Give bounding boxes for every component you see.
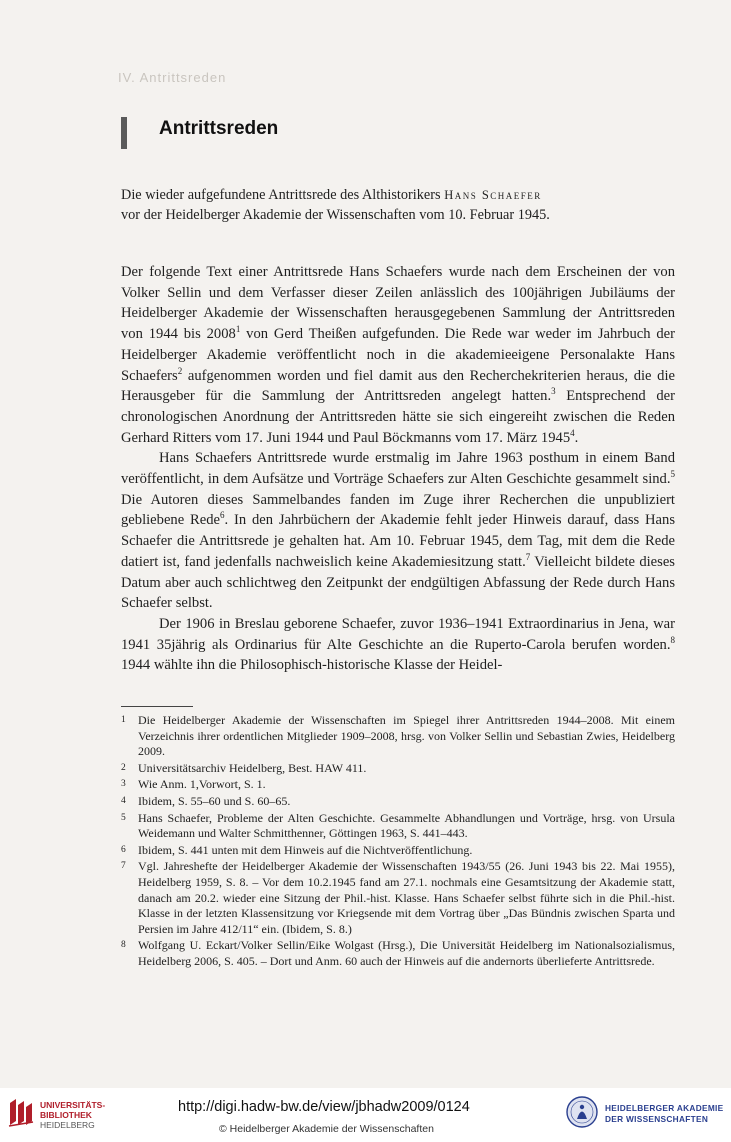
footnote-ref-3[interactable]: 3 [551,386,556,397]
footnote-item: 4 Ibidem, S. 55–60 und S. 60–65. [121,793,291,808]
footnote-item: 3 Wie Anm. 1,Vorwort, S. 1. [121,777,266,792]
footnote-ref-1[interactable]: 1 [235,324,241,335]
footnote-item: 2 Universitätsarchiv Heidelberg, Best. HAW 411. [121,760,367,775]
university-library-logo-icon[interactable] [7,1097,35,1127]
permalink-url[interactable]: http://digi.hadw-bw.de/view/jbhadw2009/0124 [178,1099,470,1115]
author-name: Hans Schaefer [444,188,542,202]
footnotes [121,713,675,971]
footnote-ref-5[interactable]: 5 [670,469,675,480]
copyright-notice: © Heidelberger Akademie der Wissenschaften [219,1123,434,1135]
academy-name[interactable]: HEIDELBERGER AKADEMIE DER WISSENSCHAFTEN [605,1103,724,1124]
footnote-ref-4[interactable]: 4 [570,427,575,438]
footnote-ref-7[interactable]: 7 [525,551,531,562]
subtitle-line1: Die wieder aufgefundene Antrittsrede des Althistorikers [121,187,445,203]
footnote-item: 1 Die Heidelberger Akademie der Wissenschaften im Spiegel ihrer Antrittsreden 1944–2008. Mit einem Verzeichnis ihrer ordentlichen Mitglieder 1909–2008, hrsg. von Volker Sellin und Sebastian Zwies, Heidelberg 2009. [121,713,675,759]
footnote-item: 7 Vgl. Jahreshefte der Heidelberger Akademie der Wissenschaften 1943/55 (26. Juni 1943 bis 22. Mai 1955), Heidelberg 1959, S. 8. – Vor dem 10.2.1945 fand am 27.1. nochmals eine Gesamtsitzung der Akademie statt, danach am 20.2. wieder eine Sitzung der Phil.-hist. Klasse. Hans Schaefer selbst führte sich in die Phil.-hist. Klasse in der letzten Klassensitzung vor Kriegsende mit dem Vortrag über „Das Bündnis zwischen Sparta und Persien im Jahre 412/11“ ein. (Ibidem, S. 8.) [121,859,675,936]
running-header-ghost: IV. Antrittsreden [118,70,227,85]
academy-seal-icon[interactable] [566,1096,598,1128]
body-text [121,262,675,676]
subtitle-line2: vor der Heidelberger Akademie der Wissenschaften vom 10. Februar 1945. [121,207,550,223]
section-title: Antrittsreden [159,118,279,139]
paragraph-1: Der folgende Text einer Antrittsrede Hans Schaefers wurde nach dem Erscheinen der von Volker Sellin und dem Verfasser dieser Zeilen anlässlich des 100jährigen Jubiläums der Heidelberger Akademie der Wissenschaften herausgegebenen Sammlung der Antrittsreden von 1944 bis 2008$^1$ von Gerd Theißen aufgefunden. Die Rede war weder im Jahrbuch der Heidelberger Akademie veröffentlicht noch in die akademieeigene Personalakte Hans Schaefers$^2$ aufgenommen worden und fiel damit aus den Recherchekriterien heraus, die die Herausgeber für die Sammlung der Antrittsreden angelegt hatten.$^3$ Entsprechend der chronologischen Anordnung der Antrittsreden hätte sie sich eingereiht zwischen die Reden Gerhard Ritters vom 17. Juni 1944 und Paul Böckmanns vom 17. März 1945$^4$. [121,264,675,446]
footnote-item: 5 Hans Schaefer, Probleme der Alten Geschichte. Gesammelte Abhandlungen und Vorträge, hrsg. von Ursula Weidemann und Walter Schmitthenner, Göttingen 1963, S. 441–443. [121,810,675,841]
footnote-divider [121,706,193,707]
paragraph-2: Hans Schaefers Antrittsrede wurde erstmalig im Jahre 1963 posthum in einem Band veröffentlicht, in dem Aufsätze und Vorträge Schaefers zur Alten Geschichte gesammelt sind.$^5$ Die Autoren dieses Sammelbandes fanden im Zuge ihrer Recherchen die unpubliziert gebliebene Rede$^6$. In den Jahrbüchern der Akademie fehlt jeder Hinweis darauf, dass Hans Schaefer die Antrittsrede je gehalten hat. Am 10. Februar 1945, dem Tag, mit dem die Rede datiert ist, fand jedenfalls nachweislich keine Akademiesitzung statt.$^7$ Vielleicht bildete dieses Datum aber auch schlichtweg den Zeitpunkt der endgültigen Abfassung der Rede durch Hans Schaefer selbst. [121,450,676,612]
section-marker-bar [121,117,127,149]
university-library-name[interactable]: UNIVERSITÄTS- BIBLIOTHEK HEIDELBERG [40,1100,106,1130]
footnote-ref-6[interactable]: 6 [220,510,225,521]
footnote-ref-8[interactable]: 8 [670,634,675,645]
footnote-item: 8 Wolfgang U. Eckart/Volker Sellin/Eike Wolgast (Hrsg.), Die Universität Heidelberg im Nationalsozialismus, Heidelberg 2006, S. 405. – Dort und Anm. 60 auch der Hinweis auf die andernorts überlieferte Antrittsrede. [121,938,675,968]
paragraph-3: Der 1906 in Breslau geborene Schaefer, zuvor 1936–1941 Extraordinarius in Jena, war 1941 35jährig als Ordinarius für Alte Geschichte an die Ruperto-Carola berufen worden.$^8$ 1944 wählte ihn die Philosophisch-historische Klasse der Heidel- [121,615,675,674]
article-subtitle [121,185,651,225]
footnote-ref-2[interactable]: 2 [177,365,183,376]
footnote-item: 6 Ibidem, S. 441 unten mit dem Hinweis auf die Nichtveröffentlichung. [121,842,473,857]
